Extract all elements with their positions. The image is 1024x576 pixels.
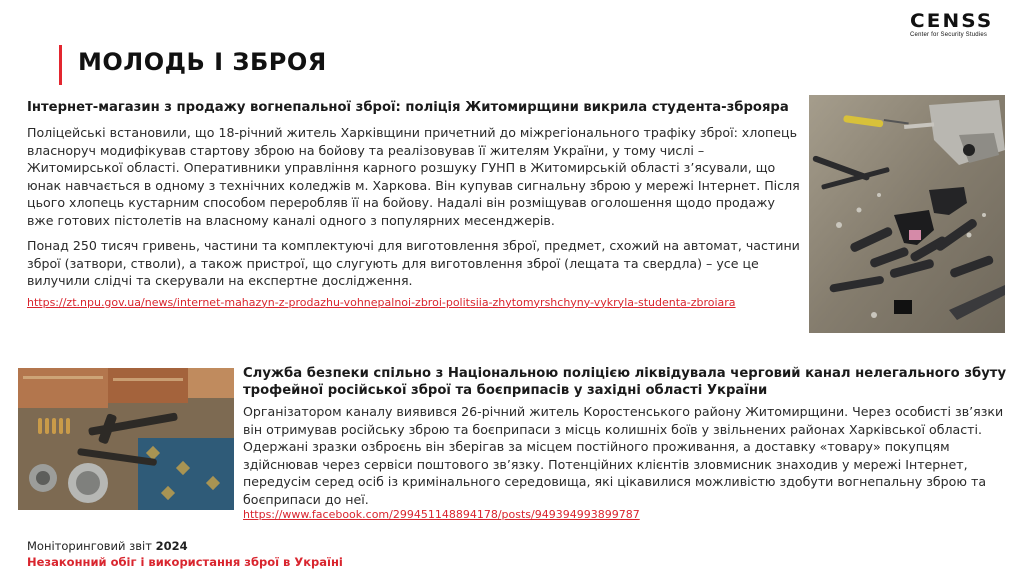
article-2-headline: Служба безпеки спільно з Національною поліцією ліквідувала черговий канал нелегального збуту трофейної російської зброї та боєприпасів у західні області України [243, 366, 1007, 398]
logo-mark: CENSS [910, 10, 994, 32]
article-1 [27, 99, 802, 310]
seized-ammunition-illustration [18, 368, 234, 510]
article-1-paragraph-1: Поліцейські встановили, що 18-річний житель Харківщини причетний до міжрегіонального трафіку зброї: хлопець власноруч модифікував стартову зброю на бойову та реалізовував її жителям України, у тому числі – Житомирської області. Оперативники управління карного розшуку ГУНП в Житомирській області з’ясували, що юнак навчається в одному з технічних коледжів м. Харкова. Він купував сигнальну зброю у мережі Інтернет. Після цього хлопець кустарним способом переробляв її на бойову. Надалі він розміщував оголошення щодо продажу вже готових пістолетів на власному каналі одного з популярних месенджерів. [27, 125, 800, 228]
article-1-paragraph-2: Понад 250 тисяч гривень, частини та комплектуючі для виготовлення зброї, предмет, схожий на автомат, частини зброї (затвори, стволи), а також пристрої, що слугують для виготовлення зброї (лещата та свердла) – усе це вилучили слідчі та скерували на експертне дослідження. [27, 238, 800, 288]
article-2 [243, 365, 1013, 522]
footer [27, 538, 343, 571]
logo-subtitle: Center for Security Studies [910, 32, 988, 38]
censs-logo [910, 12, 1010, 38]
page-title: МОЛОДЬ І ЗБРОЯ [78, 48, 327, 76]
title-accent-bar [59, 45, 62, 85]
article-2-paragraph: Організатором каналу виявився 26-річний житель Коростенського району Житомирщини. Через особисті зв’язки він отримував російську зброю та боєприпаси з місць колишніх боїв у звільнених районах Харківської області. Одержані зразки озброєнь він зберігав за місцем постійного проживання, а доставку «товару» покупцям здійснював через сервіси поштового зв’язку. Потенційних клієнтів зловмисник знаходив у мережі Інтернет, передусім серед осіб із кримінального середовища, які цікавилися можливістю здобути вогнепальну зброю та боєприпаси до неї. [243, 404, 1004, 507]
footer-report-line [27, 538, 343, 554]
footer-report-subtitle: Незаконний обіг і використання зброї в Україні [27, 555, 343, 569]
weapon-parts-illustration [809, 95, 1005, 333]
article-1-source-link[interactable]: https://zt.npu.gov.ua/news/internet-mahazyn-z-prodazhu-vohnepalnoi-zbroi-politsiia-zhytomyrshchyny-vykryla-studenta-zbroiara [27, 295, 736, 309]
article-2-source-link[interactable]: https://www.facebook.com/299451148894178/posts/949394993899787 [243, 508, 640, 521]
footer-report-prefix: Моніторинговий звіт [27, 539, 156, 553]
article-1-headline: Інтернет-магазин з продажу вогнепальної зброї: поліція Житомирщини викрила студента-зброяра [27, 100, 789, 115]
weapon-parts-photo [809, 95, 1005, 333]
footer-report-year: 2024 [155, 539, 188, 553]
seized-ammunition-photo [18, 368, 234, 510]
